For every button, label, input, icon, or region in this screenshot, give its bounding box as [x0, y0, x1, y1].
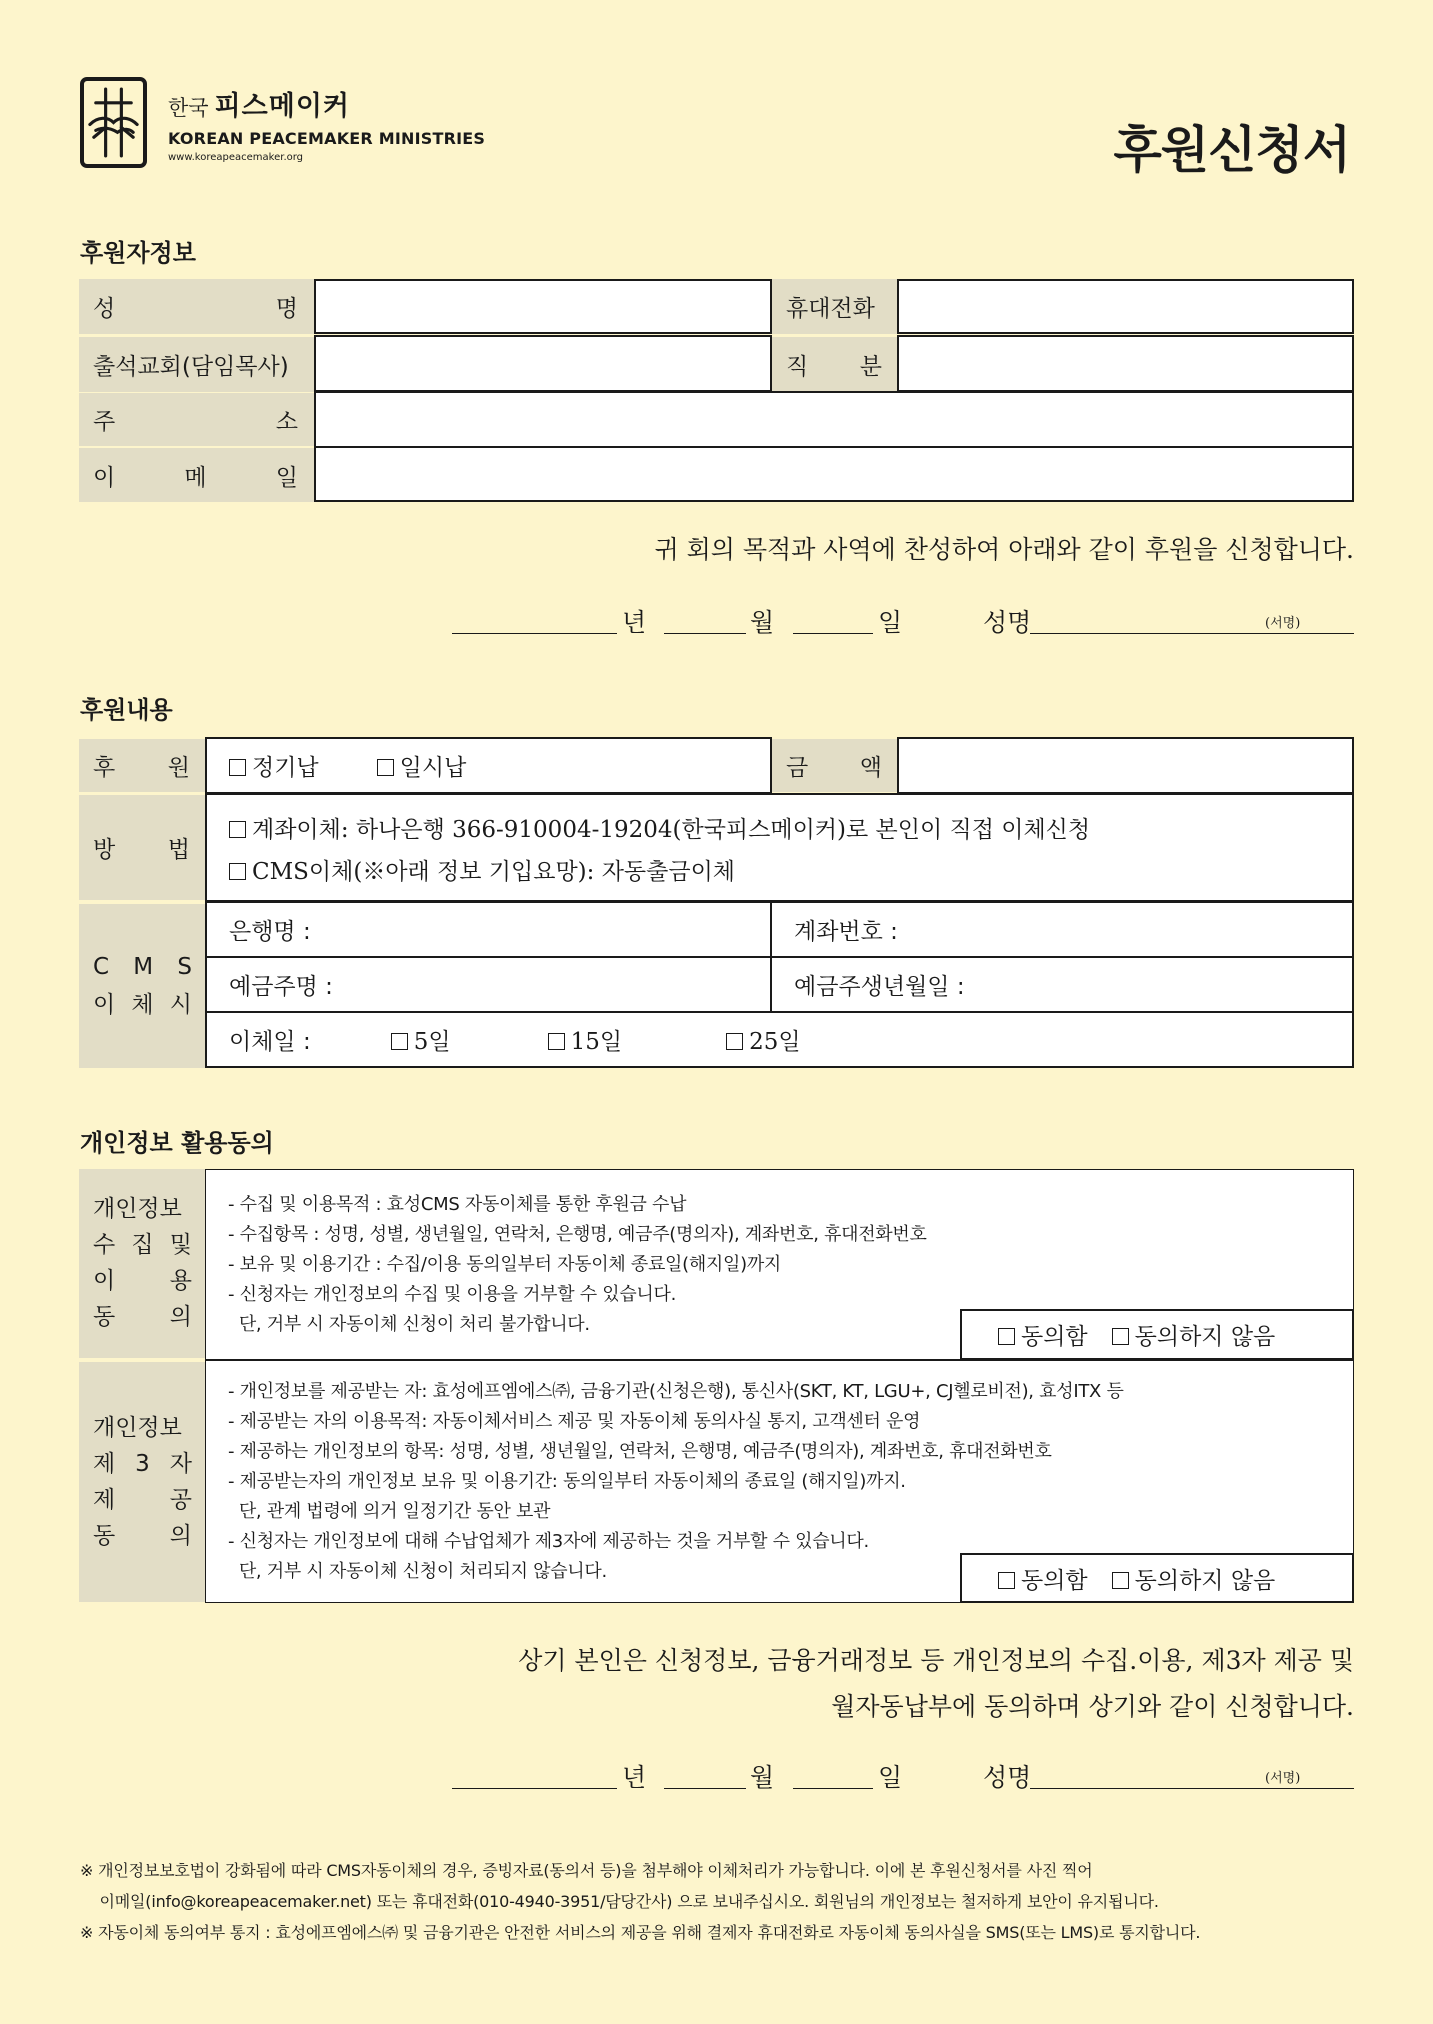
collect-disagree-checkbox[interactable]	[1112, 1328, 1129, 1345]
transfer-day-field: 이체일 : 5일 15일 25일	[205, 1011, 1354, 1068]
day-25-option[interactable]: 25일	[726, 1023, 801, 1056]
privacy-section-title: 개인정보 활용동의	[80, 1129, 274, 1157]
logo-url: www.koreapeacemaker.org	[168, 152, 304, 163]
collect-item: - 수집항목 : 성명, 성별, 생년월일, 연락처, 은행명, 예금주(명의자), 계좌번호, 휴대전화번호	[228, 1224, 927, 1245]
day-25-checkbox[interactable]	[726, 1033, 743, 1050]
thirdparty-item: - 신청자는 개인정보에 대해 수납업체가 제3자에 제공하는 것을 거부할 수 있습니다.	[228, 1531, 869, 1552]
note-line: ※ 자동이체 동의여부 통지 : 효성에프엠에스㈜ 및 금융기관은 안전한 서비스의 제공을 위해 결제자 휴대전화로 자동이체 동의사실을 SMS(또는 LMS)로 통지합니다.	[80, 1923, 1201, 1942]
collect-item: - 수집 및 이용목적 : 효성CMS 자동이체를 통한 후원금 수납	[228, 1194, 687, 1215]
position-label: 직 분	[772, 337, 898, 392]
address-label: 주 소	[79, 393, 314, 446]
email-field[interactable]	[314, 446, 1354, 502]
logo-mark	[80, 77, 147, 168]
thirdparty-agree-option[interactable]: 동의함	[998, 1562, 1088, 1595]
phone-label: 휴대전화	[772, 279, 898, 334]
support-section-title: 후원내용	[80, 696, 173, 724]
bank-name-field[interactable]: 은행명 :	[205, 901, 772, 958]
month-line-1[interactable]	[664, 633, 746, 634]
day-5-checkbox[interactable]	[391, 1033, 408, 1050]
logo-english: KOREAN PEACEMAKER MINISTRIES	[168, 129, 486, 148]
sign-hint-2: (서명)	[1265, 1771, 1301, 1786]
address-field[interactable]	[314, 391, 1354, 448]
thirdparty-item: 단, 관계 법령에 의거 일정기간 동안 보관	[228, 1501, 551, 1522]
collect-agree-checkbox[interactable]	[998, 1328, 1015, 1345]
account-no-field[interactable]: 계좌번호 :	[770, 901, 1354, 958]
collect-item: - 보유 및 이용기간 : 수집/이용 동의일부터 자동이체 종료일(해지일)까지	[228, 1254, 782, 1275]
thirdparty-item: - 개인정보를 제공받는 자: 효성에프엠에스㈜, 금융기관(신청은행), 통신사(SKT, KT, LGU+, CJ헬로비전), 효성ITX 등	[228, 1381, 1124, 1402]
handshake-cross-icon	[84, 81, 143, 164]
month-text-2: 월	[750, 1763, 775, 1792]
donor-statement: 귀 회의 목적과 사역에 찬성하여 아래와 같이 후원을 신청합니다.	[654, 535, 1354, 564]
sign-line-1[interactable]	[1030, 633, 1354, 634]
sign-name-text-2: 성명	[983, 1763, 1032, 1792]
method-field	[205, 793, 1354, 902]
onetime-checkbox[interactable]	[377, 759, 394, 776]
onetime-option[interactable]: 일시납	[377, 749, 467, 782]
day-line-1[interactable]	[793, 633, 873, 634]
year-text-2: 년	[622, 1763, 647, 1792]
collect-item: 단, 거부 시 자동이체 신청이 처리 불가합니다.	[228, 1314, 590, 1335]
support-type-label: 후 원	[79, 739, 206, 792]
thirdparty-disagree-checkbox[interactable]	[1112, 1572, 1129, 1589]
thirdparty-item: - 제공받는 자의 이용목적: 자동이체서비스 제공 및 자동이체 동의사실 통지, 고객센터 운영	[228, 1411, 921, 1432]
holder-birth-field[interactable]: 예금주생년월일 :	[770, 956, 1354, 1013]
month-text-1: 월	[750, 608, 775, 637]
holder-field[interactable]: 예금주명 :	[205, 956, 772, 1013]
collect-disagree-option[interactable]: 동의하지 않음	[1112, 1318, 1276, 1351]
support-type-field	[205, 737, 772, 794]
thirdparty-item: 단, 거부 시 자동이체 신청이 처리되지 않습니다.	[228, 1561, 607, 1582]
cms-checkbox[interactable]	[229, 863, 246, 880]
note-line: ※ 개인정보보호법이 강화됨에 따라 CMS자동이체의 경우, 증빙자료(동의서 등)을 첨부해야 이체처리가 가능합니다. 이에 본 후원신청서를 사진 찍어	[80, 1861, 1093, 1880]
church-label: 출석교회(담임목사)	[79, 337, 314, 392]
day-5-option[interactable]: 5일	[391, 1023, 451, 1056]
sign-hint-1: (서명)	[1265, 616, 1301, 631]
month-line-2[interactable]	[664, 1788, 746, 1789]
collect-consent-label: 개인정보 수 집 및 이 용 동 의	[79, 1169, 206, 1358]
amount-label: 금 액	[772, 739, 898, 792]
collect-agree-option[interactable]: 동의함	[998, 1318, 1088, 1351]
thirdparty-agree-box	[960, 1553, 1354, 1603]
thirdparty-agree-checkbox[interactable]	[998, 1572, 1015, 1589]
privacy-statement-1: 상기 본인은 신청정보, 금융거래정보 등 개인정보의 수집.이용, 제3자 제공 및	[518, 1646, 1354, 1675]
method-transfer-option[interactable]: 계좌이체: 하나은행 366-910004-19204(한국피스메이커)로 본인이 직접 이체신청	[229, 809, 1352, 851]
church-field[interactable]	[314, 335, 772, 392]
method-label: 방 법	[79, 795, 206, 900]
name-field[interactable]	[314, 279, 772, 334]
day-15-checkbox[interactable]	[548, 1033, 565, 1050]
collect-agree-box	[960, 1309, 1354, 1360]
footer-notes	[80, 1855, 1200, 1948]
day-text-2: 일	[878, 1763, 903, 1792]
amount-field[interactable]	[897, 737, 1354, 794]
position-field[interactable]	[897, 335, 1354, 392]
thirdparty-item: - 제공하는 개인정보의 항목: 성명, 성별, 생년월일, 연락처, 은행명, 예금주(명의자), 계좌번호, 휴대전화번호	[228, 1441, 1052, 1462]
thirdparty-item: - 제공받는자의 개인정보 보유 및 이용기간: 동의일부터 자동이체의 종료일 (해지일)까지.	[228, 1471, 906, 1492]
regular-checkbox[interactable]	[229, 759, 246, 776]
logo-korean: 한국 피스메이커	[168, 91, 350, 122]
year-line-1[interactable]	[452, 633, 617, 634]
regular-option[interactable]: 정기납	[229, 749, 319, 782]
cms-label: C M S 이 체 시	[79, 904, 206, 1068]
year-line-2[interactable]	[452, 1788, 617, 1789]
phone-field[interactable]	[897, 279, 1354, 334]
donor-section-title: 후원자정보	[80, 239, 196, 267]
year-text-1: 년	[622, 608, 647, 637]
method-cms-option[interactable]: CMS이체(※아래 정보 기입요망): 자동출금이체	[229, 851, 1352, 893]
sign-name-text-1: 성명	[983, 608, 1032, 637]
day-15-option[interactable]: 15일	[548, 1023, 623, 1056]
thirdparty-disagree-option[interactable]: 동의하지 않음	[1112, 1562, 1276, 1595]
thirdparty-consent-label: 개인정보 제 3 자 제 공 동 의	[79, 1362, 206, 1602]
privacy-statement-2: 월자동납부에 동의하며 상기와 같이 신청합니다.	[831, 1692, 1354, 1721]
sign-line-2[interactable]	[1030, 1788, 1354, 1789]
day-text-1: 일	[878, 608, 903, 637]
note-line: 이메일(info@koreapeacemaker.net) 또는 휴대전화(010-4940-3951/담당간사) 으로 보내주십시오. 회원님의 개인정보는 철저하게 보안이 유지됩니다.	[80, 1892, 1159, 1911]
day-line-2[interactable]	[793, 1788, 873, 1789]
transfer-checkbox[interactable]	[229, 821, 246, 838]
collect-item: - 신청자는 개인정보의 수집 및 이용을 거부할 수 있습니다.	[228, 1284, 677, 1305]
email-label: 이 메 일	[79, 448, 314, 502]
name-label: 성 명	[79, 279, 314, 334]
document-title: 후원신청서	[1113, 121, 1350, 179]
